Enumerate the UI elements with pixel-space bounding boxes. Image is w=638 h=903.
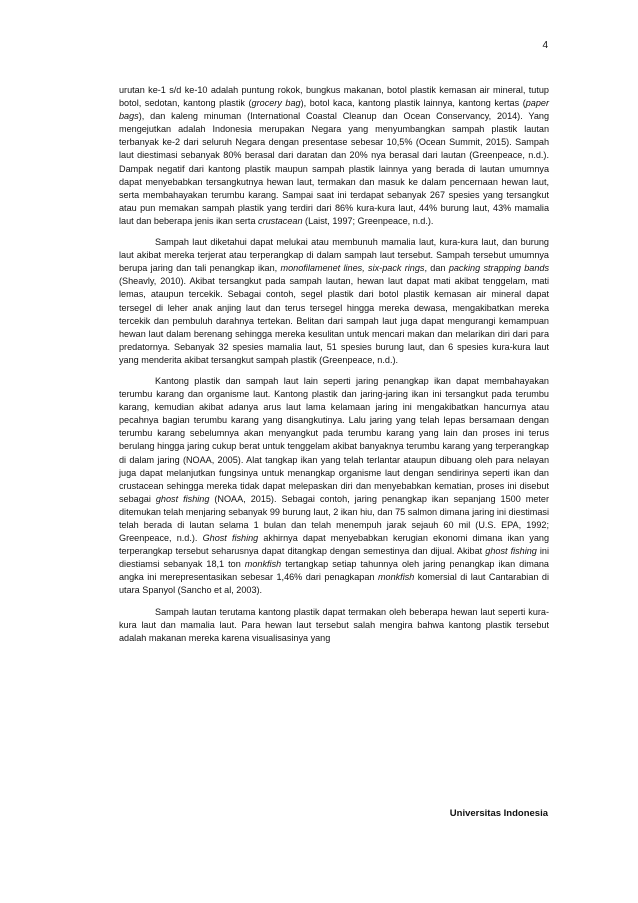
text-run: (Laist, 1997; Greenpeace, n.d.). xyxy=(302,215,434,226)
text-run: (NOAA, 2015). Sebagai contoh, jaring penangkap ikan sepanjang 1500 meter ditemukan telah menjaring sebanyak 99 burung laut, 2 ikan hiu, dan 75 salmon dimana jaring ini diestimasi telah berada di lautan selama 1 bulan dan telah menempuh jarak sejauh 60 mil (U.S. EPA, 1992; Greenpeace, n.d.). xyxy=(119,493,549,544)
text-run: ), dan kaleng minuman (International Coastal Cleanup dan Ocean Conservancy, 2014). Yang mengejutkan adalah Indonesia merupakan Negara yang menyumbangkan sampah plastik lautan terbanyak ke-2 dari seluruh Negara dengan presentase sebesar 10,5% (Ocean Summit, 2015). Sampah laut diestimasi sebanyak 80% berasal dari daratan dan 20% nya berasal dari lautan (Greenpeace, n.d.). Dampak negatif dari kantong plastik maupun sampah plastik lainnya yang berada di lautan umumnya dapat menyebabkan tersangkutnya hewan laut, termakan dan masuk ke dalam pencernaan hewan laut, serta membahayakan terumbu karang. Sampai saat ini terdapat sebanyak 267 spesies yang tersangkut atau pun memakan sampah plastik yang terdiri dari 86% kura-kura laut, 44% burung laut, 43% mamalia laut dan beberapa jenis ikan serta xyxy=(119,111,549,226)
page-number: 4 xyxy=(542,40,548,51)
paragraph-3 xyxy=(119,375,549,598)
italic-term: crustacean xyxy=(258,215,303,226)
text-run: Sampah lautan terutama kantong plastik dapat termakan oleh beberapa hewan laut seperti kura-kura laut dan mamalia laut. Para hewan laut tersebut salah mengira bahwa kantong plastik tersebut adalah makanan mereka karena visualisasinya yang xyxy=(119,606,549,643)
italic-term: packing strapping bands xyxy=(448,263,549,274)
text-run: tertangkap setiap tahunnya oleh jaring penangkap ikan dimana angka ini merepresentasikan sebesar 1,46% dari penagkapan xyxy=(119,559,549,583)
italic-term: ghost fishing xyxy=(155,493,210,504)
paragraph-4 xyxy=(119,606,549,645)
italic-term: grocery bag xyxy=(251,98,301,109)
text-run: Sampah laut diketahui dapat melukai atau membunuh mamalia laut, kura-kura laut, dan burung laut akibat mereka terjerat atau terperangkap di dalam sampah laut tersebut. Sampah tersebut umumnya berupa jaring dan tali penangkap ikan, xyxy=(119,237,549,274)
italic-term: monkfish xyxy=(244,559,282,570)
italic-term: paper bags xyxy=(119,98,550,122)
text-run: (Sheavly, 2010). Akibat tersangkut pada sampah lautan, hewan laut dapat mati akibat tenggelam, mati lemas, ataupun tercekik. Sebagai contoh, segel plastik dari botol plastik kemasan air mineral dapat tersegel di leher anak anjing laut dan terus tersegel hingga mereka dewasa, mengakibatkan mereka tercekik dan pembuluh darahnya tertekan. Belitan dari sampah laut juga dapat mengurangi kemampuan hewan laut dalam berenang sehingga mereka kesulitan untuk mencari makan dan melarikan diri dari para predatornya. Sebanyak 32 spesies mamalia laut, 51 spesies burung laut, dan 6 spesies kura-kura laut yang menderita akibat tersangkut sampah plastik (Greenpeace, n.d.). xyxy=(119,276,549,365)
italic-term: Ghost fishing xyxy=(202,533,259,544)
text-run: akhirnya dapat menyebabkan kerugian ekonomi dimana ikan yang terperangkap tersebut seharusnya dapat ditangkap dengan semestinya dan dijual. Akibat xyxy=(119,533,550,557)
italic-term: monofilamenet lines, six-pack rings xyxy=(280,263,425,274)
italic-term: monkfish xyxy=(377,572,415,583)
text-run: ini diestiamsi sebanyak 18,1 ton xyxy=(119,546,550,570)
text-run: komersial di laut Cantarabian di utara Spanyol (Sancho et al, 2003). xyxy=(119,572,549,596)
paragraph-1 xyxy=(119,84,549,228)
text-run: Kantong plastik dan sampah laut lain seperti jaring penangkap ikan dapat membahayakan terumbu karang dan organisme laut. Kantong plastik dan jaring-jaring ikan ini tersangkut pada terumbu karang, kemudian akibat adanya arus laut lama kelamaan jaring ini mengakibatkan hancurnya atau pecahnya bagian terumbu karang yang disangkutinya. Lalu jaring yang telah lepas bersamaan dengan terumbu karang sebelumnya akan menyangkut pada terumbu karang yang lain dan proses ini terus berulang hingga jaring cukup berat untuk tenggelam akibat banyaknya terumbu karang yang terperangkap di dalam jaring (NOAA, 2005). Alat tangkap ikan yang telah terlantar ataupun dibuang oleh para nelayan juga dapat melanjutkan fungsinya untuk menangkap organisme laut dengan sendirinya seperti ikan dan crustacean sehingga mereka tidak dapat melepaskan diri dan menyebabkan kematian, proses ini disebut sebagai xyxy=(119,375,549,504)
body-text xyxy=(119,84,549,653)
text-run: , dan xyxy=(424,263,449,274)
text-run: ), botol kaca, kantong plastik lainnya, kantong kertas ( xyxy=(300,98,526,109)
paragraph-2 xyxy=(119,236,549,367)
text-run: urutan ke-1 s/d ke-10 adalah puntung rokok, bungkus makanan, botol plastik kemasan air mineral, tutup botol, sedotan, kantong plastik ( xyxy=(119,85,549,109)
italic-term: ghost fishing xyxy=(485,546,537,557)
footer-institution: Universitas Indonesia xyxy=(449,808,548,819)
